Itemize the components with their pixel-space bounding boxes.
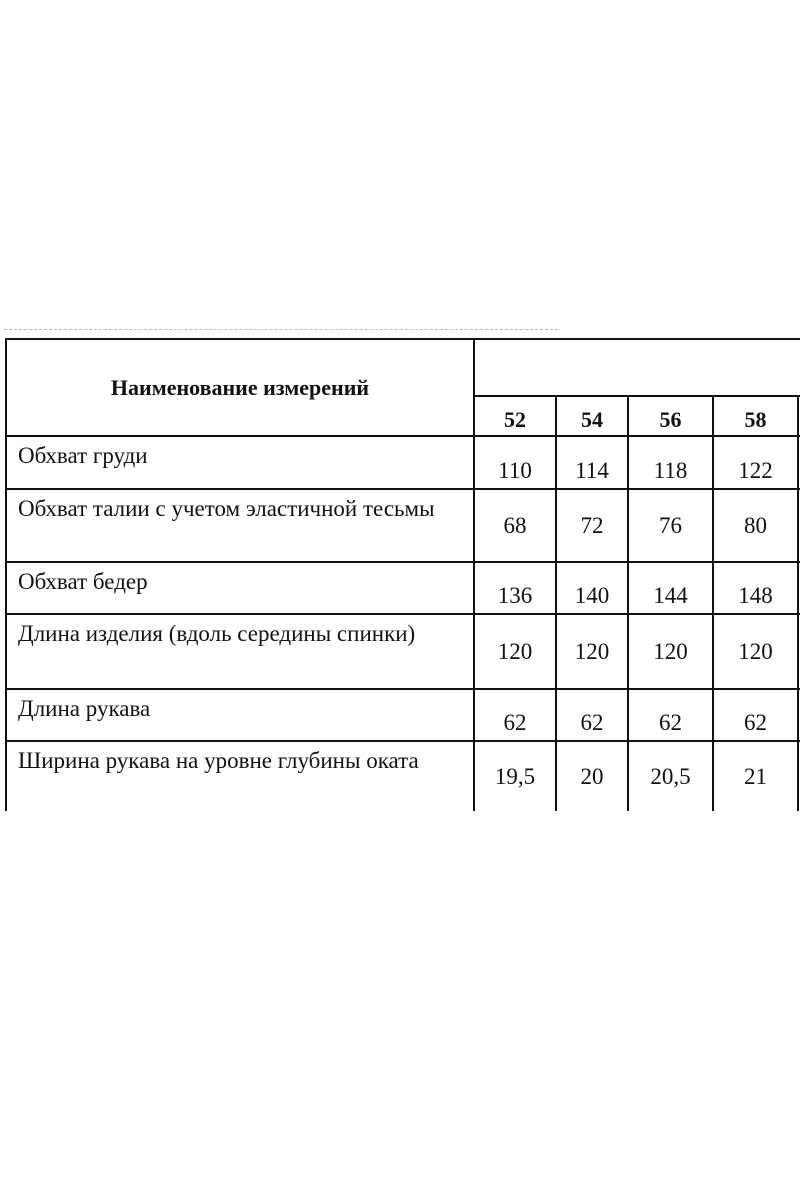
size-header: 58	[713, 396, 798, 436]
row-label: Длина изделия (вдоль середины спинки)	[6, 614, 474, 689]
table-row	[6, 741, 800, 811]
value-cell: 140	[556, 562, 628, 614]
value-cell: 72	[556, 489, 628, 562]
size-chart-table-wrapper	[5, 338, 800, 811]
value-cell: 20,5	[628, 741, 713, 811]
header-row-top	[6, 339, 800, 396]
value-cell: 120	[474, 614, 556, 689]
value-cell: 76	[628, 489, 713, 562]
table-row	[6, 489, 800, 562]
row-label: Длина рукава	[6, 689, 474, 741]
value-cell: 120	[556, 614, 628, 689]
row-label: Ширина рукава на уровне глубины оката	[6, 741, 474, 811]
value-cell: 110	[474, 436, 556, 489]
value-cell: 21	[713, 741, 798, 811]
table-row	[6, 562, 800, 614]
size-chart-table	[5, 338, 800, 811]
table-row	[6, 614, 800, 689]
value-cell: 62	[474, 689, 556, 741]
value-cell: 120	[713, 614, 798, 689]
row-label: Обхват груди	[6, 436, 474, 489]
value-cell: 122	[713, 436, 798, 489]
row-label: Обхват талии с учетом эластичной тесьмы	[6, 489, 474, 562]
value-cell: 20	[556, 741, 628, 811]
value-cell: 19,5	[474, 741, 556, 811]
value-cell: 114	[556, 436, 628, 489]
value-cell: 120	[628, 614, 713, 689]
measurement-name-header: Наименование измерений	[6, 339, 474, 436]
value-cell: 62	[556, 689, 628, 741]
size-header: 52	[474, 396, 556, 436]
value-cell: 80	[713, 489, 798, 562]
value-cell: 62	[628, 689, 713, 741]
table-row	[6, 436, 800, 489]
value-cell: 62	[713, 689, 798, 741]
sizes-group-header	[474, 339, 800, 396]
value-cell: 68	[474, 489, 556, 562]
row-label: Обхват бедер	[6, 562, 474, 614]
size-header: 56	[628, 396, 713, 436]
size-header: 54	[556, 396, 628, 436]
value-cell: 118	[628, 436, 713, 489]
top-dashed-rule	[4, 329, 558, 330]
value-cell: 144	[628, 562, 713, 614]
table-row	[6, 689, 800, 741]
value-cell: 136	[474, 562, 556, 614]
value-cell: 148	[713, 562, 798, 614]
